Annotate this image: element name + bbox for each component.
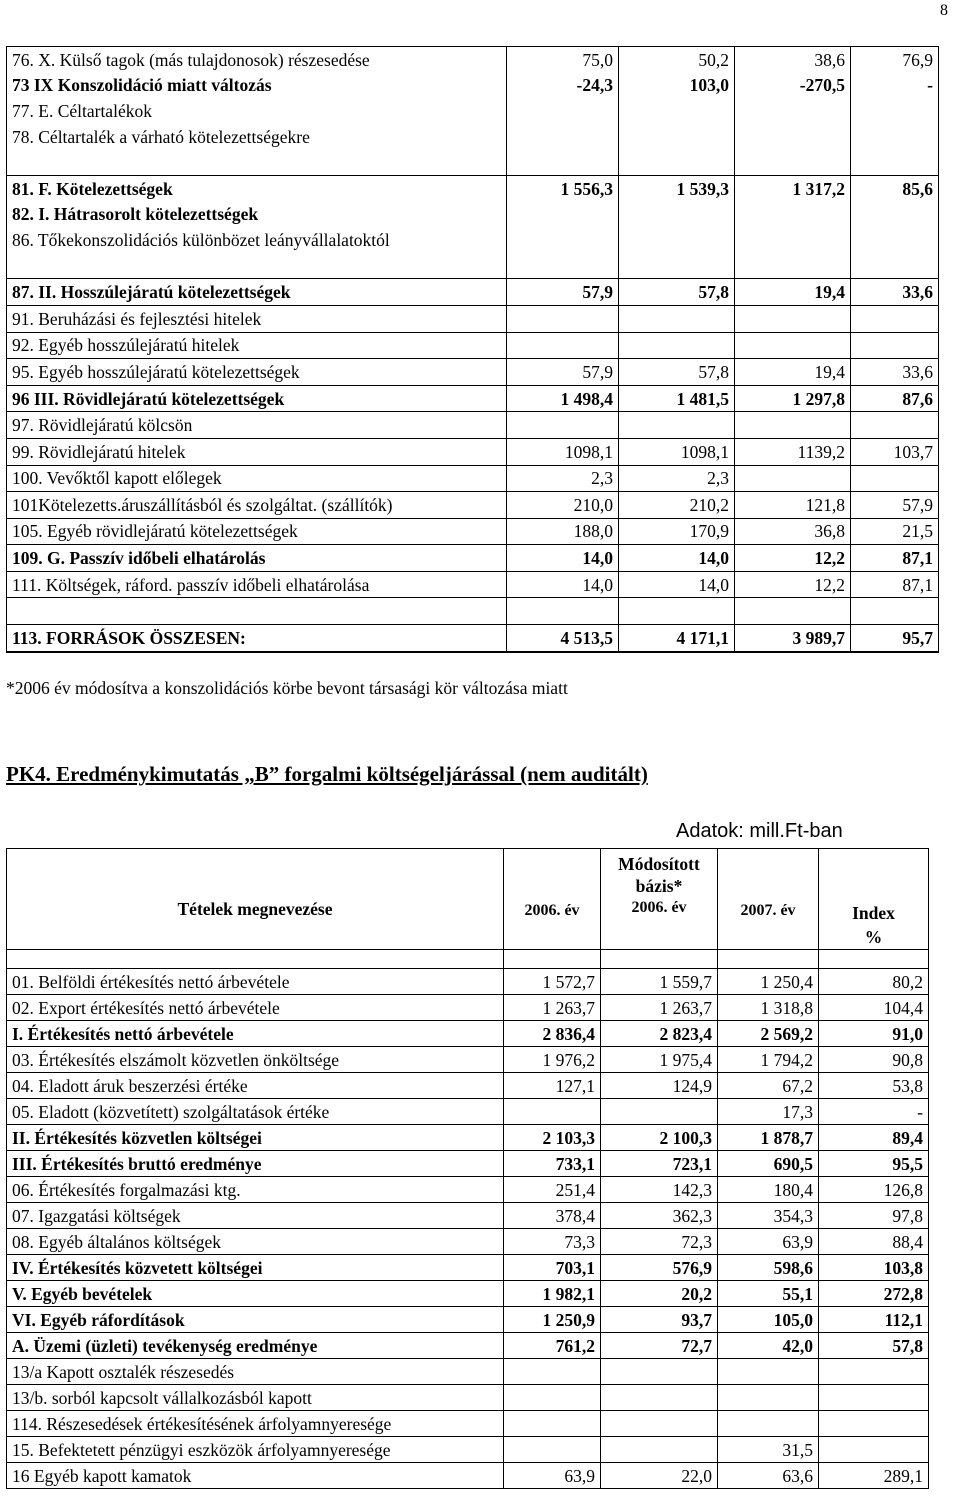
header-2006: 2006. év bbox=[504, 849, 601, 950]
row-value-3 bbox=[735, 227, 851, 253]
row-label: 15. Befektetett pénzügyi eszközök árfolyamnyeresége bbox=[7, 1437, 504, 1463]
row-value-2: 2 823,4 bbox=[601, 1021, 718, 1047]
row-value-2: 93,7 bbox=[601, 1307, 718, 1333]
row-value-3: 598,6 bbox=[718, 1255, 819, 1281]
row-value-3: -270,5 bbox=[735, 73, 851, 99]
balance-sheet-liabilities-table bbox=[6, 46, 939, 653]
row-value-1 bbox=[507, 124, 619, 150]
row-value-4 bbox=[819, 1437, 929, 1463]
row-label: 13/a Kapott osztalék részesedés bbox=[7, 1359, 504, 1385]
row-value-4 bbox=[851, 98, 939, 124]
row-value-2: 2,3 bbox=[619, 465, 735, 492]
table-row bbox=[7, 518, 939, 545]
row-value-3: 67,2 bbox=[718, 1073, 819, 1099]
row-value-3 bbox=[735, 332, 851, 359]
row-value-4 bbox=[851, 202, 939, 228]
table-row bbox=[7, 995, 929, 1021]
row-value-4 bbox=[851, 305, 939, 332]
row-value-3 bbox=[718, 1385, 819, 1411]
row-label: 114. Részesedések értékesítésének árfolyamnyeresége bbox=[7, 1411, 504, 1437]
table-row bbox=[7, 1255, 929, 1281]
row-label: 13/b. sorból kapcsolt vállalkozásból kapott bbox=[7, 1385, 504, 1411]
row-value-2 bbox=[601, 1437, 718, 1463]
row-value-1 bbox=[504, 1437, 601, 1463]
row-value-4 bbox=[851, 598, 939, 625]
row-value-1: 1 498,4 bbox=[507, 385, 619, 412]
row-value-2: 57,8 bbox=[619, 359, 735, 386]
row-value-4: 87,1 bbox=[851, 571, 939, 598]
row-value-3: 19,4 bbox=[735, 359, 851, 386]
row-value-3: 1 318,8 bbox=[718, 995, 819, 1021]
row-value-4: 87,1 bbox=[851, 545, 939, 572]
row-value-1 bbox=[507, 332, 619, 359]
row-value-1 bbox=[507, 253, 619, 279]
row-value-4: 104,4 bbox=[819, 995, 929, 1021]
row-value-3 bbox=[735, 124, 851, 150]
row-value-4: 53,8 bbox=[819, 1073, 929, 1099]
row-label: 78. Céltartalék a várható kötelezettségekre bbox=[7, 124, 507, 150]
table-row bbox=[7, 1333, 929, 1359]
row-value-3 bbox=[735, 598, 851, 625]
row-label: 08. Egyéb általános költségek bbox=[7, 1229, 504, 1255]
row-value-2: 1 539,3 bbox=[619, 175, 735, 201]
row-value-1 bbox=[507, 598, 619, 625]
row-label: 04. Eladott áruk beszerzési értéke bbox=[7, 1073, 504, 1099]
header-2007: 2007. év bbox=[718, 849, 819, 950]
row-label: 82. I. Hátrasorolt kötelezettségek bbox=[7, 202, 507, 228]
row-label: 77. E. Céltartalékok bbox=[7, 98, 507, 124]
table-row bbox=[7, 279, 939, 306]
row-value-2: 1098,1 bbox=[619, 438, 735, 465]
row-value-1 bbox=[507, 98, 619, 124]
row-value-2: 723,1 bbox=[601, 1151, 718, 1177]
row-value-2: 170,9 bbox=[619, 518, 735, 545]
row-label: 97. Rövidlejáratú kölcsön bbox=[7, 412, 507, 439]
row-value-1: 188,0 bbox=[507, 518, 619, 545]
section-title: PK4. Eredménykimutatás „B” forgalmi költségeljárással (nem auditált) bbox=[6, 762, 648, 786]
row-value-1: 210,0 bbox=[507, 492, 619, 519]
table-row bbox=[7, 149, 939, 175]
table-row bbox=[7, 1307, 929, 1333]
row-value-3 bbox=[735, 412, 851, 439]
row-value-4: 97,8 bbox=[819, 1203, 929, 1229]
row-value-1: 57,9 bbox=[507, 359, 619, 386]
row-value-3: 1 794,2 bbox=[718, 1047, 819, 1073]
table-row bbox=[7, 1411, 929, 1437]
row-value-4: 57,9 bbox=[851, 492, 939, 519]
header-index: Index % bbox=[819, 849, 929, 950]
row-value-3: 38,6 bbox=[735, 47, 851, 73]
row-value-2 bbox=[619, 332, 735, 359]
row-value-4: 91,0 bbox=[819, 1021, 929, 1047]
row-value-2 bbox=[619, 202, 735, 228]
row-value-1: 57,9 bbox=[507, 279, 619, 306]
row-label bbox=[7, 253, 507, 279]
row-value-4: 103,7 bbox=[851, 438, 939, 465]
row-value-2: 22,0 bbox=[601, 1463, 718, 1489]
table-row bbox=[7, 359, 939, 386]
row-value-1 bbox=[507, 305, 619, 332]
row-value-1: 733,1 bbox=[504, 1151, 601, 1177]
row-value-1: 127,1 bbox=[504, 1073, 601, 1099]
income-statement-table bbox=[6, 848, 929, 1489]
row-label: 01. Belföldi értékesítés nettó árbevétele bbox=[7, 969, 504, 995]
table-row bbox=[7, 1229, 929, 1255]
table-row bbox=[7, 1021, 929, 1047]
row-value-3: 1 250,4 bbox=[718, 969, 819, 995]
row-value-4 bbox=[851, 253, 939, 279]
row-value-2 bbox=[601, 1411, 718, 1437]
row-value-2: 20,2 bbox=[601, 1281, 718, 1307]
row-value-1: 1 976,2 bbox=[504, 1047, 601, 1073]
table-header-row bbox=[7, 849, 929, 950]
row-value-1 bbox=[504, 1359, 601, 1385]
row-value-3 bbox=[735, 149, 851, 175]
row-value-3: 105,0 bbox=[718, 1307, 819, 1333]
row-label: 05. Eladott (közvetített) szolgáltatások értéke bbox=[7, 1099, 504, 1125]
table-row bbox=[7, 227, 939, 253]
row-value-2: 1 263,7 bbox=[601, 995, 718, 1021]
row-value-3: 1 878,7 bbox=[718, 1125, 819, 1151]
row-value-3: 1 317,2 bbox=[735, 175, 851, 201]
row-value-4 bbox=[851, 124, 939, 150]
spacer-row bbox=[7, 950, 929, 969]
table-row bbox=[7, 253, 939, 279]
row-value-4: 112,1 bbox=[819, 1307, 929, 1333]
row-label: 96 III. Rövidlejáratú kötelezettségek bbox=[7, 385, 507, 412]
table-row bbox=[7, 492, 939, 519]
row-value-2: 72,7 bbox=[601, 1333, 718, 1359]
row-value-1: 14,0 bbox=[507, 571, 619, 598]
row-value-3: 63,6 bbox=[718, 1463, 819, 1489]
row-value-4: 85,6 bbox=[851, 175, 939, 201]
row-label: 100. Vevőktől kapott előlegek bbox=[7, 465, 507, 492]
row-value-4 bbox=[819, 1385, 929, 1411]
row-value-4 bbox=[851, 332, 939, 359]
table-row bbox=[7, 412, 939, 439]
row-label: 99. Rövidlejáratú hitelek bbox=[7, 438, 507, 465]
row-label: 109. G. Passzív időbeli elhatárolás bbox=[7, 545, 507, 572]
row-label: A. Üzemi (üzleti) tevékenység eredménye bbox=[7, 1333, 504, 1359]
row-value-1: 4 513,5 bbox=[507, 625, 619, 652]
table-row bbox=[7, 1073, 929, 1099]
row-label: 03. Értékesítés elszámolt közvetlen önköltsége bbox=[7, 1047, 504, 1073]
row-value-2: 362,3 bbox=[601, 1203, 718, 1229]
row-value-4: 126,8 bbox=[819, 1177, 929, 1203]
row-value-2: 1 481,5 bbox=[619, 385, 735, 412]
row-value-3 bbox=[735, 465, 851, 492]
row-label: 91. Beruházási és fejlesztési hitelek bbox=[7, 305, 507, 332]
row-value-4: - bbox=[819, 1099, 929, 1125]
row-value-3: 3 989,7 bbox=[735, 625, 851, 652]
row-value-1: 703,1 bbox=[504, 1255, 601, 1281]
row-value-4 bbox=[819, 1359, 929, 1385]
row-value-1: 2 836,4 bbox=[504, 1021, 601, 1047]
units-label: Adatok: mill.Ft-ban bbox=[676, 820, 843, 842]
row-value-4: 76,9 bbox=[851, 47, 939, 73]
table-row bbox=[7, 969, 929, 995]
row-value-3: 19,4 bbox=[735, 279, 851, 306]
row-value-3 bbox=[718, 1359, 819, 1385]
row-value-3: 31,5 bbox=[718, 1437, 819, 1463]
row-value-1: 378,4 bbox=[504, 1203, 601, 1229]
row-value-3: 690,5 bbox=[718, 1151, 819, 1177]
table-row bbox=[7, 598, 939, 625]
row-value-3: 2 569,2 bbox=[718, 1021, 819, 1047]
table-row bbox=[7, 1463, 929, 1489]
row-value-2 bbox=[619, 305, 735, 332]
row-value-4: 95,5 bbox=[819, 1151, 929, 1177]
row-value-2: 124,9 bbox=[601, 1073, 718, 1099]
row-value-4: 88,4 bbox=[819, 1229, 929, 1255]
table-row bbox=[7, 1047, 929, 1073]
row-value-2 bbox=[601, 1099, 718, 1125]
row-value-3: 42,0 bbox=[718, 1333, 819, 1359]
row-value-1 bbox=[504, 1411, 601, 1437]
table-row bbox=[7, 1437, 929, 1463]
row-value-2: 103,0 bbox=[619, 73, 735, 99]
row-value-2 bbox=[619, 412, 735, 439]
row-value-2: 4 171,1 bbox=[619, 625, 735, 652]
row-value-3: 63,9 bbox=[718, 1229, 819, 1255]
table-row bbox=[7, 1177, 929, 1203]
table-row bbox=[7, 1151, 929, 1177]
row-value-3: 55,1 bbox=[718, 1281, 819, 1307]
row-label: 105. Egyéb rövidlejáratú kötelezettségek bbox=[7, 518, 507, 545]
row-value-2 bbox=[619, 149, 735, 175]
row-label: 16 Egyéb kapott kamatok bbox=[7, 1463, 504, 1489]
table-row bbox=[7, 47, 939, 73]
table-row bbox=[7, 332, 939, 359]
row-value-4 bbox=[851, 412, 939, 439]
row-value-1: 63,9 bbox=[504, 1463, 601, 1489]
row-label bbox=[7, 598, 507, 625]
row-value-1 bbox=[507, 149, 619, 175]
row-value-2: 576,9 bbox=[601, 1255, 718, 1281]
row-value-1 bbox=[507, 412, 619, 439]
row-value-2: 14,0 bbox=[619, 545, 735, 572]
row-value-4: - bbox=[851, 73, 939, 99]
row-value-2: 72,3 bbox=[601, 1229, 718, 1255]
row-label: 101Kötelezetts.áruszállításból és szolgáltat. (szállítók) bbox=[7, 492, 507, 519]
row-value-4: 57,8 bbox=[819, 1333, 929, 1359]
table-row bbox=[7, 438, 939, 465]
header-modified-base: Módosított bázis* 2006. év bbox=[601, 849, 718, 950]
table-row bbox=[7, 385, 939, 412]
row-label: VI. Egyéb ráfordítások bbox=[7, 1307, 504, 1333]
row-value-3 bbox=[718, 1411, 819, 1437]
row-value-4 bbox=[819, 1411, 929, 1437]
row-label: 92. Egyéb hosszúlejáratú hitelek bbox=[7, 332, 507, 359]
row-value-3: 1 297,8 bbox=[735, 385, 851, 412]
row-value-1: 1 250,9 bbox=[504, 1307, 601, 1333]
row-value-4 bbox=[851, 227, 939, 253]
row-value-2: 1 559,7 bbox=[601, 969, 718, 995]
row-value-1: -24,3 bbox=[507, 73, 619, 99]
row-value-4 bbox=[851, 149, 939, 175]
row-value-1: 1 556,3 bbox=[507, 175, 619, 201]
row-value-1: 2 103,3 bbox=[504, 1125, 601, 1151]
row-value-3: 121,8 bbox=[735, 492, 851, 519]
row-label: 87. II. Hosszúlejáratú kötelezettségek bbox=[7, 279, 507, 306]
row-label: 81. F. Kötelezettségek bbox=[7, 175, 507, 201]
table-row bbox=[7, 124, 939, 150]
row-value-2: 2 100,3 bbox=[601, 1125, 718, 1151]
row-label: 113. FORRÁSOK ÖSSZESEN: bbox=[7, 625, 507, 652]
row-value-4: 87,6 bbox=[851, 385, 939, 412]
row-value-1: 2,3 bbox=[507, 465, 619, 492]
row-value-3: 180,4 bbox=[718, 1177, 819, 1203]
table-row bbox=[7, 175, 939, 201]
row-value-3: 1139,2 bbox=[735, 438, 851, 465]
footnote: *2006 év módosítva a konszolidációs körbe bevont társasági kör változása miatt bbox=[6, 678, 568, 698]
row-value-1: 251,4 bbox=[504, 1177, 601, 1203]
table-row bbox=[7, 1125, 929, 1151]
row-value-4: 33,6 bbox=[851, 359, 939, 386]
row-value-2: 14,0 bbox=[619, 571, 735, 598]
row-label bbox=[7, 149, 507, 175]
row-label: I. Értékesítés nettó árbevétele bbox=[7, 1021, 504, 1047]
row-value-1 bbox=[504, 1099, 601, 1125]
row-value-2 bbox=[619, 598, 735, 625]
header-name: Tételek megnevezése bbox=[7, 849, 504, 950]
row-label: 111. Költségek, ráford. passzív időbeli elhatárolása bbox=[7, 571, 507, 598]
row-value-3: 12,2 bbox=[735, 571, 851, 598]
row-value-3: 36,8 bbox=[735, 518, 851, 545]
table-row bbox=[7, 98, 939, 124]
row-value-2 bbox=[601, 1385, 718, 1411]
table-row bbox=[7, 202, 939, 228]
table-row bbox=[7, 465, 939, 492]
page-number: 8 bbox=[940, 2, 948, 19]
row-value-4: 289,1 bbox=[819, 1463, 929, 1489]
table-row bbox=[7, 1099, 929, 1125]
table-row bbox=[7, 305, 939, 332]
row-value-3 bbox=[735, 253, 851, 279]
row-value-4: 89,4 bbox=[819, 1125, 929, 1151]
row-value-2: 210,2 bbox=[619, 492, 735, 519]
row-label: III. Értékesítés bruttó eredménye bbox=[7, 1151, 504, 1177]
row-value-4: 95,7 bbox=[851, 625, 939, 652]
row-value-2: 57,8 bbox=[619, 279, 735, 306]
row-value-1: 75,0 bbox=[507, 47, 619, 73]
row-value-3: 17,3 bbox=[718, 1099, 819, 1125]
table-row bbox=[7, 1359, 929, 1385]
row-value-1 bbox=[504, 1385, 601, 1411]
row-value-3: 12,2 bbox=[735, 545, 851, 572]
table-row bbox=[7, 625, 939, 652]
table-row bbox=[7, 1203, 929, 1229]
row-value-2: 1 975,4 bbox=[601, 1047, 718, 1073]
row-value-1: 73,3 bbox=[504, 1229, 601, 1255]
row-value-2 bbox=[619, 98, 735, 124]
row-value-2 bbox=[619, 124, 735, 150]
row-label: IV. Értékesítés közvetett költségei bbox=[7, 1255, 504, 1281]
row-label: II. Értékesítés közvetlen költségei bbox=[7, 1125, 504, 1151]
row-value-4: 272,8 bbox=[819, 1281, 929, 1307]
row-value-4: 80,2 bbox=[819, 969, 929, 995]
row-value-1: 1 263,7 bbox=[504, 995, 601, 1021]
row-label: 76. X. Külső tagok (más tulajdonosok) részesedése bbox=[7, 47, 507, 73]
row-value-3: 354,3 bbox=[718, 1203, 819, 1229]
table-row bbox=[7, 545, 939, 572]
row-value-4: 33,6 bbox=[851, 279, 939, 306]
row-value-1 bbox=[507, 202, 619, 228]
row-value-1: 1 572,7 bbox=[504, 969, 601, 995]
row-value-2: 142,3 bbox=[601, 1177, 718, 1203]
row-label: 86. Tőkekonszolidációs különbözet leányvállalatoktól bbox=[7, 227, 507, 253]
row-label: V. Egyéb bevételek bbox=[7, 1281, 504, 1307]
row-value-1 bbox=[507, 227, 619, 253]
row-value-2 bbox=[619, 253, 735, 279]
row-value-1: 761,2 bbox=[504, 1333, 601, 1359]
row-label: 95. Egyéb hosszúlejáratú kötelezettségek bbox=[7, 359, 507, 386]
row-value-3 bbox=[735, 98, 851, 124]
table-row bbox=[7, 1385, 929, 1411]
row-value-4 bbox=[851, 465, 939, 492]
row-label: 02. Export értékesítés nettó árbevétele bbox=[7, 995, 504, 1021]
row-value-1: 1098,1 bbox=[507, 438, 619, 465]
table-row bbox=[7, 1281, 929, 1307]
table-row bbox=[7, 571, 939, 598]
row-label: 07. Igazgatási költségek bbox=[7, 1203, 504, 1229]
row-value-4: 103,8 bbox=[819, 1255, 929, 1281]
row-value-1: 14,0 bbox=[507, 545, 619, 572]
row-value-3 bbox=[735, 202, 851, 228]
row-value-2 bbox=[619, 227, 735, 253]
row-value-4: 21,5 bbox=[851, 518, 939, 545]
row-label: 73 IX Konszolidáció miatt változás bbox=[7, 73, 507, 99]
row-value-3 bbox=[735, 305, 851, 332]
row-value-2 bbox=[601, 1359, 718, 1385]
row-label: 06. Értékesítés forgalmazási ktg. bbox=[7, 1177, 504, 1203]
row-value-4: 90,8 bbox=[819, 1047, 929, 1073]
table-row bbox=[7, 73, 939, 99]
row-value-1: 1 982,1 bbox=[504, 1281, 601, 1307]
row-value-2: 50,2 bbox=[619, 47, 735, 73]
